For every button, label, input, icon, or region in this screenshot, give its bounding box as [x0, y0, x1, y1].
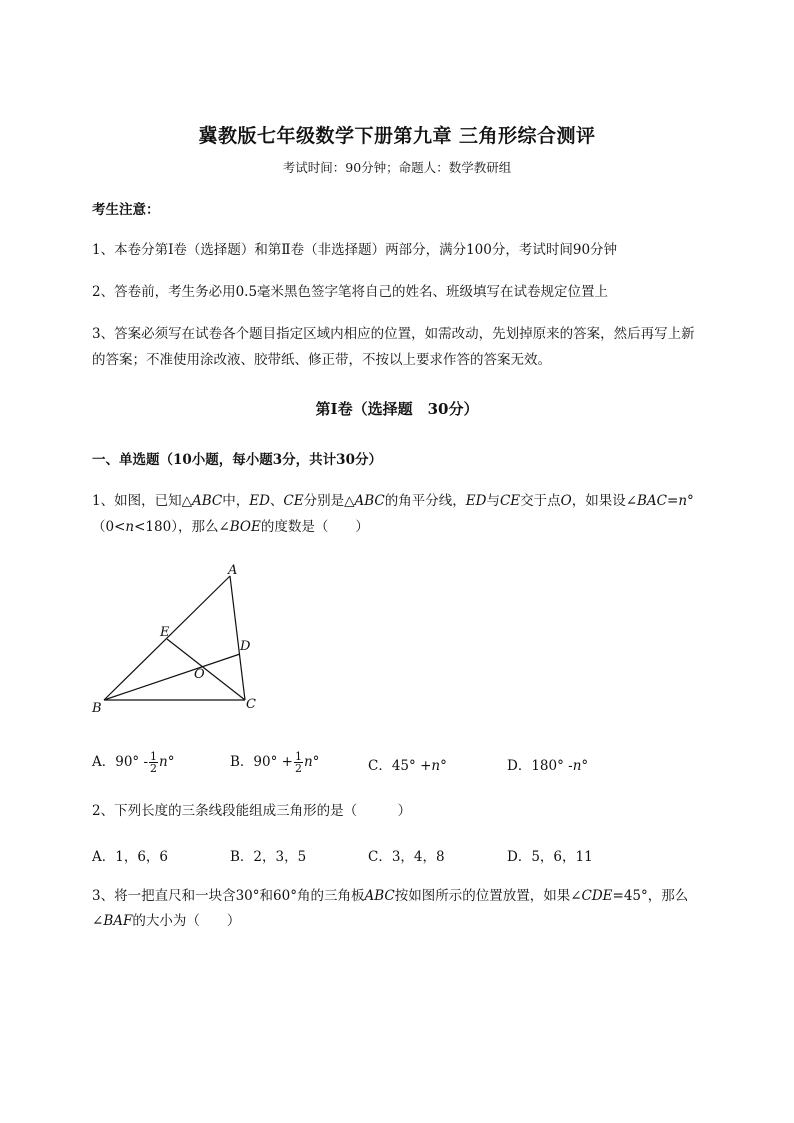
notice-item-1: 1、本卷分第Ⅰ卷（选择题）和第Ⅱ卷（非选择题）两部分，满分100分，考试时间90分钟 — [92, 242, 618, 258]
label-C: C — [246, 697, 256, 712]
q1-option-a: A．90° - $\frac{1}{2}$ n° — [92, 750, 175, 775]
part1-title: 第Ⅰ卷（选择题 30分） — [315, 400, 479, 418]
section-heading: 一、单选题（10小题，每小题3分，共计30分） — [92, 452, 382, 468]
triangle-figure — [88, 560, 268, 720]
notice-item-2: 2、答卷前，考生务必用0.5毫米黑色签字笔将自己的姓名、班级填写在试卷规定位置上 — [92, 284, 609, 300]
page-title: 冀教版七年级数学下册第九章 三角形综合测评 — [198, 125, 596, 147]
q2-option-c: C．3，4，8 — [368, 849, 445, 865]
notice-item-3: 3、答案必须写在试卷各个题目指定区域内相应的位置，如需改动，先划掉原来的答案，然后再写上新 — [92, 326, 695, 342]
label-O: O — [194, 667, 205, 682]
q3-stem-line2: ∠BAF的大小为（ ） — [92, 913, 241, 929]
q1-stem-line1: 1、如图，已知△ABC中，ED、CE分别是△ABC的角平分线，ED与CE交于点O，如果设∠BAC=n° — [92, 493, 694, 509]
q2-option-b: B．2，3，5 — [230, 849, 307, 865]
label-A: A — [228, 563, 238, 578]
notice-heading: 考生注意： — [92, 202, 160, 218]
q2-option-a: A．1，6，6 — [92, 849, 169, 865]
q3-stem-line1: 3、将一把直尺和一块含30°和60°角的三角板ABC按如图所示的位置放置，如果∠CDE=45°，那么 — [92, 888, 689, 904]
q1-option-d: D．180° -n° — [507, 758, 589, 774]
q1-stem-line2: （0<n<180），那么∠BOE的度数是（ ） — [92, 519, 369, 535]
label-E: E — [160, 625, 170, 640]
q2-stem: 2、下列长度的三条线段能组成三角形的是（ ） — [92, 803, 412, 819]
q1-option-c: C．45° +n° — [368, 758, 447, 774]
label-D: D — [240, 639, 251, 654]
q2-option-d: D．5，6，11 — [507, 849, 593, 865]
label-B: B — [92, 701, 102, 716]
exam-info: 考试时间：90分钟；命题人：数学教研组 — [282, 160, 512, 175]
q1-option-b: B．90° + $\frac{1}{2}$ n° — [230, 750, 320, 775]
notice-item-3-cont: 的答案；不准使用涂改液、胶带纸、修正带，不按以上要求作答的答案无效。 — [92, 352, 551, 368]
